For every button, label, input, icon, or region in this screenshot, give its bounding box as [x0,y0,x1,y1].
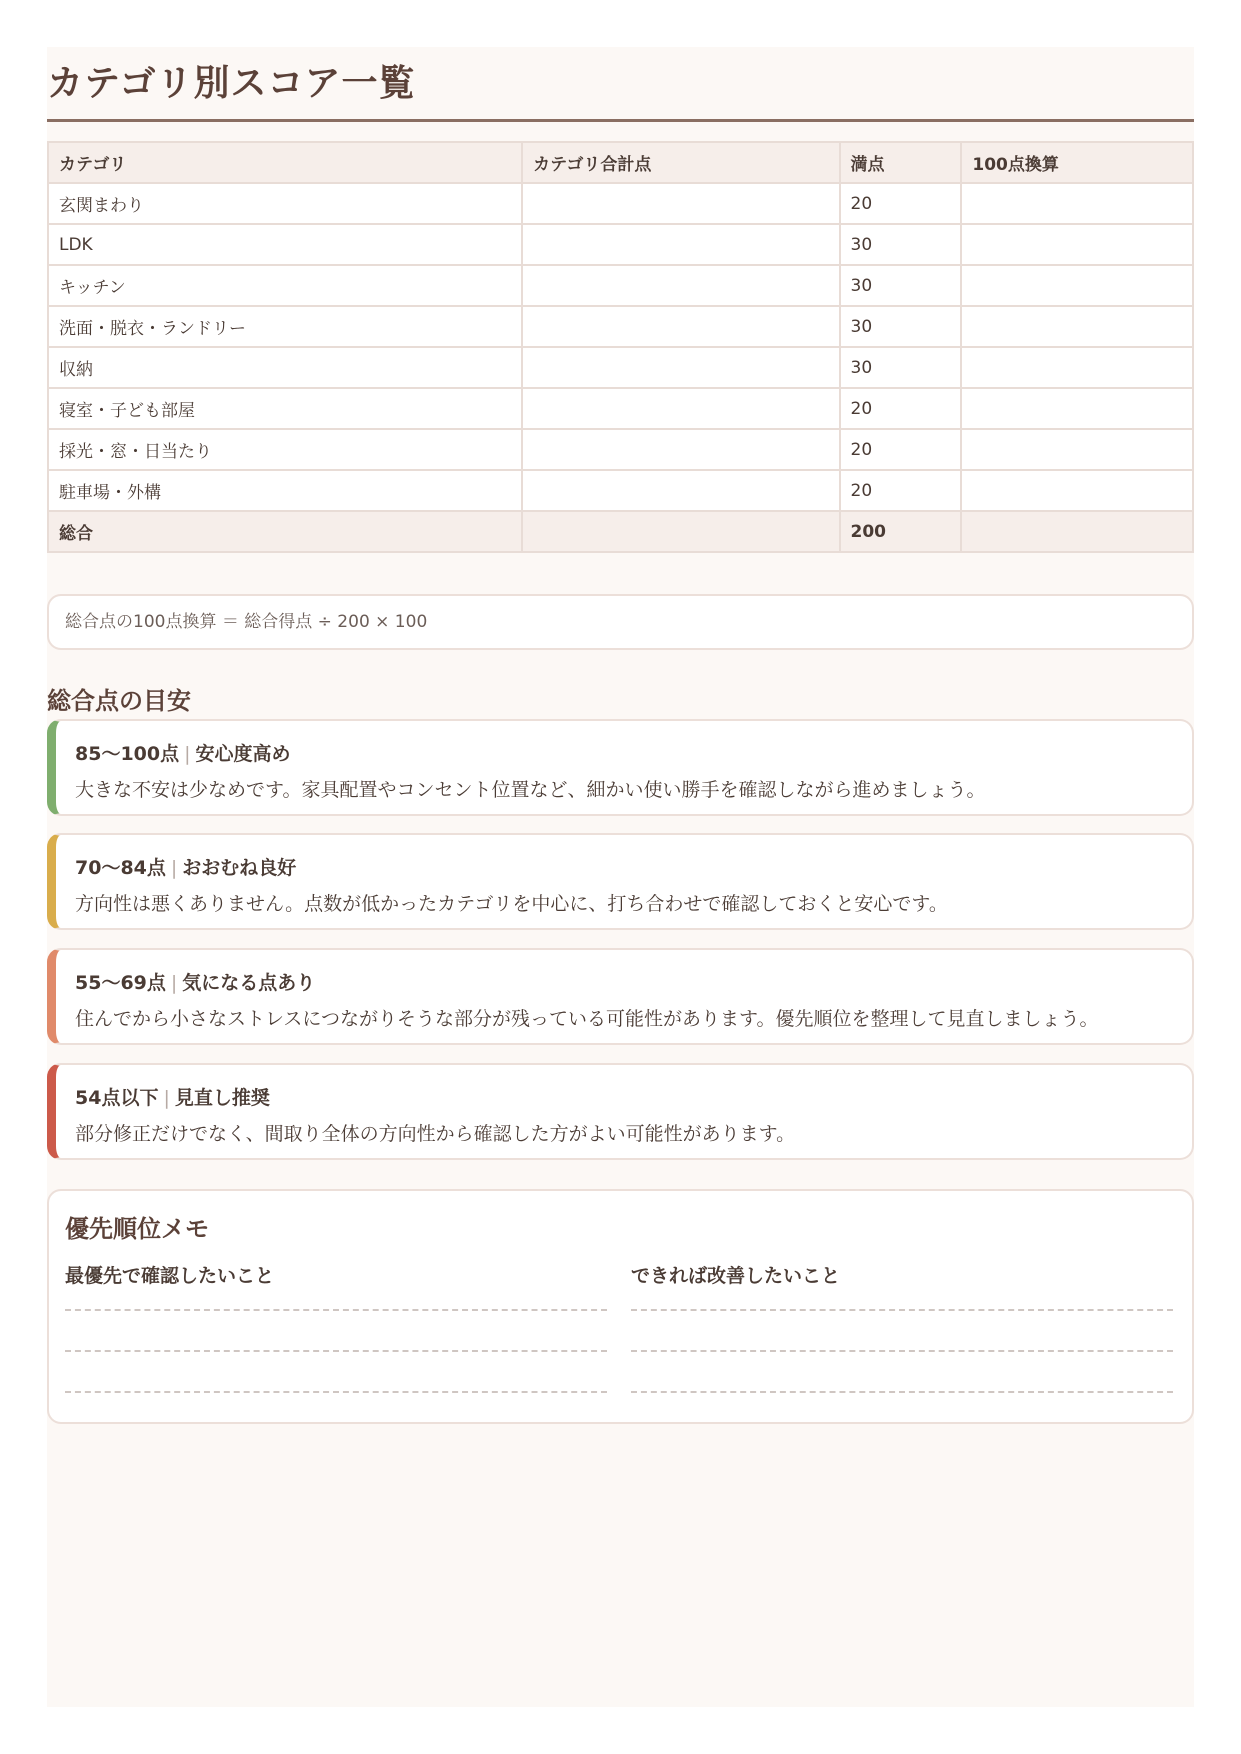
guide-description: 住んでから小さなストレスにつながりそうな部分が残っている可能性があります。優先順位を整理して見直しましょう。 [75,1008,1099,1030]
grand-total-cell[interactable] [522,511,839,552]
max-score-cell: 30 [840,306,962,347]
guide-card-high [47,719,1194,816]
category-total-cell[interactable] [522,265,839,306]
converted-score-cell[interactable] [961,470,1193,511]
memo-write-line[interactable] [65,1309,607,1311]
guide-card-title [75,1083,1192,1110]
converted-score-cell[interactable] [961,429,1193,470]
max-score-cell: 20 [840,388,962,429]
header-converted-score: 100点換算 [961,142,1193,183]
header-category-total: カテゴリ合計点 [522,142,839,183]
memo-write-line[interactable] [631,1391,1173,1393]
memo-write-line[interactable] [631,1309,1173,1311]
formula-note: 総合点の100点換算 ＝ 総合得点 ÷ 200 × 100 [47,594,1194,650]
total-max-cell: 200 [840,511,962,552]
memo-write-line[interactable] [631,1350,1173,1352]
table-row [48,183,1193,224]
converted-score-cell[interactable] [961,388,1193,429]
max-score-cell: 30 [840,347,962,388]
table-row [48,429,1193,470]
memo-column-label: 最優先で確認したいこと [65,1265,275,1287]
max-score-cell: 30 [840,265,962,306]
table-row [48,306,1193,347]
category-cell: 洗面・脱衣・ランドリー [48,306,522,347]
table-row [48,470,1193,511]
title-divider [47,119,1194,122]
priority-memo [47,1189,1194,1424]
category-total-cell[interactable] [522,347,839,388]
category-cell: キッチン [48,265,522,306]
guide-separator: | [170,972,178,994]
guide-label: 安心度高め [195,743,291,765]
category-total-cell[interactable] [522,224,839,265]
max-score-cell: 20 [840,183,962,224]
table-total-row [48,511,1193,552]
converted-score-cell[interactable] [961,183,1193,224]
converted-score-cell[interactable] [961,347,1193,388]
guide-range: 85〜100点 [75,743,180,765]
category-cell: 駐車場・外構 [48,470,522,511]
category-total-cell[interactable] [522,429,839,470]
guide-description: 大きな不安は少なめです。家具配置やコンセント位置など、細かい使い勝手を確認しながら進めましょう。 [75,779,986,801]
guide-description: 部分修正だけでなく、間取り全体の方向性から確認した方がよい可能性があります。 [75,1123,796,1145]
guide-label: 見直し推奨 [174,1087,270,1109]
table-header-row [48,142,1193,183]
table-row [48,347,1193,388]
total-converted-cell[interactable] [961,511,1193,552]
table-row [48,388,1193,429]
converted-score-cell[interactable] [961,306,1193,347]
guide-range: 54点以下 [75,1087,159,1109]
guide-separator: | [184,743,191,765]
memo-title: 優先順位メモ [65,1215,209,1243]
guide-card-caution [47,948,1194,1045]
max-score-cell: 20 [840,429,962,470]
category-cell: LDK [48,224,522,265]
guide-heading: 総合点の目安 [47,687,191,715]
category-cell: 採光・窓・日当たり [48,429,522,470]
memo-column-label: できれば改善したいこと [631,1265,841,1287]
guide-card-title [75,739,1192,766]
table-row [48,224,1193,265]
category-total-cell[interactable] [522,306,839,347]
score-table [47,141,1194,553]
max-score-cell: 20 [840,470,962,511]
guide-label: おおむね良好 [182,857,297,879]
header-max-score: 満点 [840,142,962,183]
category-cell: 収納 [48,347,522,388]
header-category: カテゴリ [48,142,522,183]
converted-score-cell[interactable] [961,224,1193,265]
category-total-cell[interactable] [522,183,839,224]
guide-label: 気になる点あり [182,972,316,994]
category-cell: 寝室・子ども部屋 [48,388,522,429]
memo-column-improvements [631,1261,1173,1287]
memo-column-top-priority [65,1261,607,1287]
guide-range: 55〜69点 [75,972,166,994]
table-row [48,265,1193,306]
score-sheet [47,47,1194,1707]
max-score-cell: 30 [840,224,962,265]
page-title: カテゴリ別スコア一覧 [47,63,416,104]
guide-separator: | [170,857,178,879]
category-total-cell[interactable] [522,470,839,511]
memo-write-line[interactable] [65,1350,607,1352]
category-cell: 玄関まわり [48,183,522,224]
guide-description: 方向性は悪くありません。点数が低かったカテゴリを中心に、打ち合わせで確認しておくと安心です。 [75,893,948,915]
guide-card-review [47,1063,1194,1160]
guide-card-good [47,833,1194,930]
guide-card-title [75,853,1192,880]
total-label-cell: 総合 [48,511,522,552]
memo-write-line[interactable] [65,1391,607,1393]
guide-range: 70〜84点 [75,857,166,879]
category-total-cell[interactable] [522,388,839,429]
guide-card-title [75,968,1192,995]
converted-score-cell[interactable] [961,265,1193,306]
guide-separator: | [163,1087,170,1109]
